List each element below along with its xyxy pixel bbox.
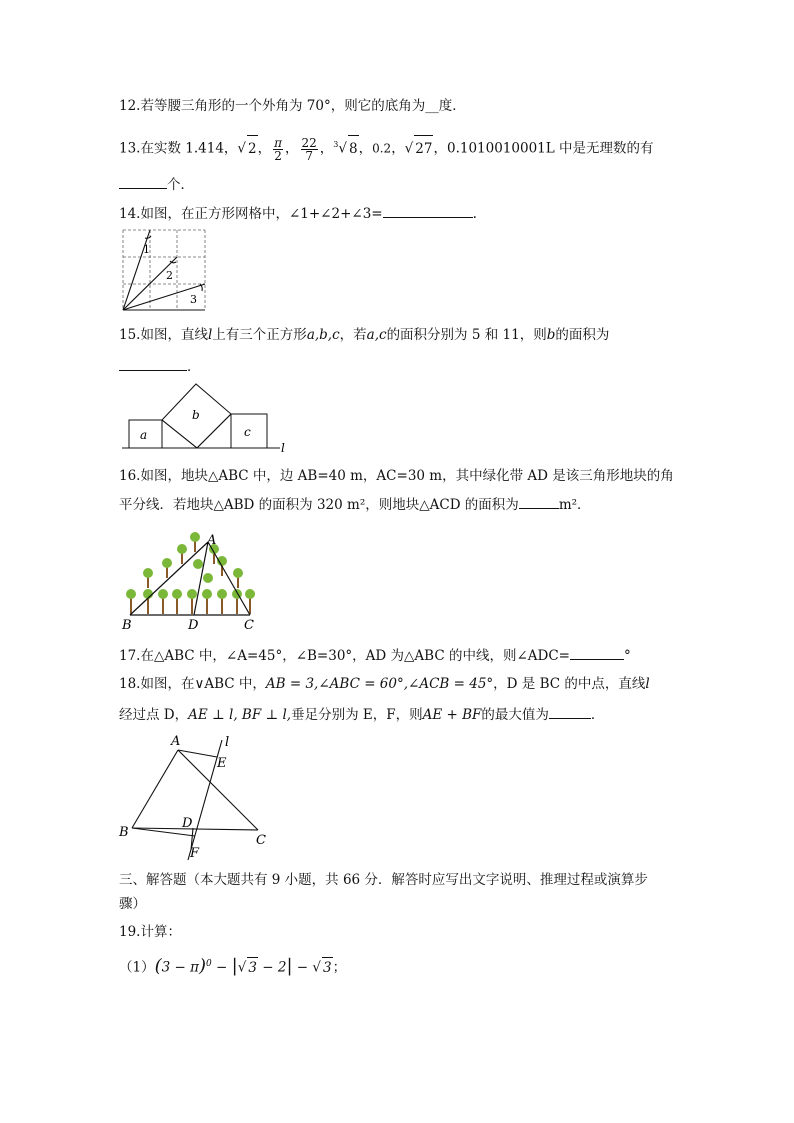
point-label-B: B bbox=[119, 825, 129, 840]
question-15-line2: ． bbox=[119, 356, 201, 377]
question-19-part-1: $(1)(3 - \pi)^0$ − |√ 3 − 2| − √ 3； bbox=[119, 955, 347, 977]
question-13-line2: 个． bbox=[119, 174, 194, 195]
question-18-line2: 经过点 D，AE ⊥ l, BF ⊥ l,垂足分别为 E，F，则AE + BF的最大值为 ． bbox=[119, 704, 604, 725]
figure-triangle-with-trees bbox=[118, 528, 268, 634]
point-label-F: F bbox=[190, 846, 200, 861]
line-label-l: l bbox=[281, 441, 285, 455]
section-3-heading-line2: 骤） bbox=[119, 896, 146, 912]
question-15: 15.如图，直线l上有三个正方形a,b,c，若a,c的面积分别为 5 和 11，则b的面积为 bbox=[119, 327, 610, 343]
answer-blank[interactable] bbox=[519, 494, 559, 509]
point-label-D: D bbox=[182, 816, 193, 831]
figure-three-squares bbox=[118, 378, 294, 456]
vertex-label-C: C bbox=[244, 618, 254, 633]
line-label-l: l bbox=[225, 735, 230, 750]
vertex-label-B: B bbox=[122, 618, 132, 633]
answer-blank[interactable] bbox=[383, 203, 473, 218]
angle-label-3: 3 bbox=[190, 293, 197, 306]
answer-blank[interactable] bbox=[119, 356, 187, 371]
figure-triangle-with-line bbox=[116, 730, 276, 866]
answer-blank[interactable] bbox=[549, 704, 591, 719]
figure-angle-grid bbox=[118, 226, 210, 314]
question-13: 13.在实数 1.414，√ 2， $\frac{\pi}{2}$ ， $\frac{22}{7}$ ，$^3$√ 8，0.2，√ 27，0.1010010001L 中是无理数的有 bbox=[119, 135, 654, 163]
point-label-A: A bbox=[171, 734, 181, 749]
square-label-c: c bbox=[244, 425, 251, 439]
angle-label-2: 2 bbox=[166, 269, 173, 282]
point-label-C: C bbox=[256, 833, 266, 848]
question-19-title: 19.计算： bbox=[119, 924, 181, 940]
question-14: 14.如图，在正方形网格中，∠1+∠2+∠3= . bbox=[119, 203, 477, 224]
question-16: 16.如图，地块△ABC 中，边 AB=40 m，AC=30 m，其中绿化带 AD 是该三角形地块的角 bbox=[119, 468, 674, 484]
vertex-label-A: A bbox=[207, 533, 217, 548]
question-16-line2: 平分线．若地块△ABD 的面积为 320 m²，则地块△ACD 的面积为 m²． bbox=[119, 494, 591, 515]
tree-decoration bbox=[126, 532, 255, 614]
square-label-b: b bbox=[192, 408, 200, 422]
point-label-E: E bbox=[217, 756, 227, 771]
question-17: 17.在△ABC 中，∠A=45°，∠B=30°，AD 为△ABC 的中线，则∠ADC= ° bbox=[119, 645, 631, 666]
triangle-abc-and-line-l bbox=[132, 740, 258, 860]
answer-blank[interactable] bbox=[119, 174, 167, 189]
question-18: 18.如图，在∨ABC 中，AB = 3,∠ABC = 60°,∠ACB = 45°，D 是 BC 的中点，直线l bbox=[119, 676, 650, 692]
angle-label-1: 1 bbox=[143, 243, 150, 256]
vertex-label-D: D bbox=[188, 618, 199, 633]
answer-blank[interactable] bbox=[570, 645, 624, 660]
section-3-heading: 三、解答题（本大题共有 9 小题，共 66 分．解答时应写出文字说明、推理过程或演算步 bbox=[119, 872, 648, 888]
square-label-a: a bbox=[140, 428, 148, 442]
question-12: 12.若等腰三角形的一个外角为 70°，则它的底角为__度． bbox=[119, 98, 466, 114]
